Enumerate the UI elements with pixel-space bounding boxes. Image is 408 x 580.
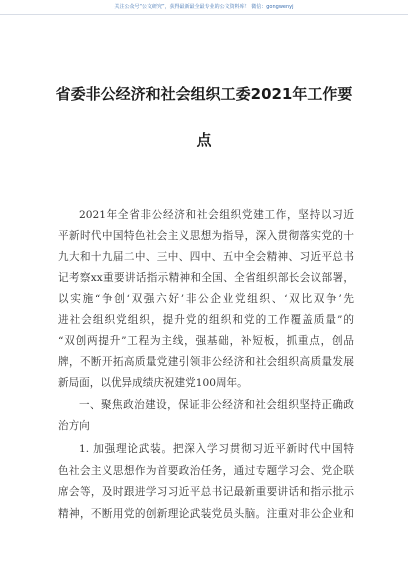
top-banner: 关注公众号“公文研究”，获得最新最全最专业的公文资料库！ 微信：gongwenyj bbox=[0, 0, 408, 15]
body-line: 精神，不断用党的创新理论武装党员头脑。注重对非公企业和 bbox=[58, 508, 354, 520]
body-line: 新局面，以优异成绩庆祝建党100周年。 bbox=[58, 377, 248, 389]
body-line: 九大和十九届二中、三中、四中、五中全会精神、习近平总书 bbox=[58, 251, 354, 263]
document-title-line-2: 点 bbox=[196, 131, 212, 149]
section-heading-line: 治方向 bbox=[58, 420, 90, 432]
body-line: 色社会主义思想作为首要政治任务，通过专题学习会、党企联 bbox=[58, 465, 354, 477]
body-line: 1. 加强理论武装。把深入学习贯彻习近平新时代中国特 bbox=[79, 443, 354, 455]
body-line: 牌，不断开拓高质量党建引领非公经济和社会组织高质量发展 bbox=[58, 356, 354, 368]
section-heading-line: 一、聚焦政治建设，保证非公经济和社会组织坚持正确政 bbox=[79, 399, 354, 411]
body-line: 2021年全省非公经济和社会组织党建工作，坚持以习近 bbox=[79, 209, 354, 221]
document-title-line-1: 省委非公经济和社会组织工委2021年工作要 bbox=[55, 85, 353, 103]
body-line: 进社会组织党组织，提升党的组织和党的工作覆盖质量”的 bbox=[58, 314, 354, 326]
body-line: 席会等，及时跟进学习习近平总书记最新重要讲话和指示批示 bbox=[58, 486, 354, 498]
body-line: “双创两提升”工程为主线，强基础，补短板，抓重点，创品 bbox=[58, 335, 354, 347]
body-line: 记考察xx重要讲话指示精神和全国、全省组织部长会议部署， bbox=[58, 272, 354, 284]
body-line: 平新时代中国特色社会主义思想为指导，深入贯彻落实党的十 bbox=[58, 230, 354, 242]
body-line: 以实施“争创‘双强六好’非公企业党组织、‘双比双争’先 bbox=[58, 293, 354, 305]
